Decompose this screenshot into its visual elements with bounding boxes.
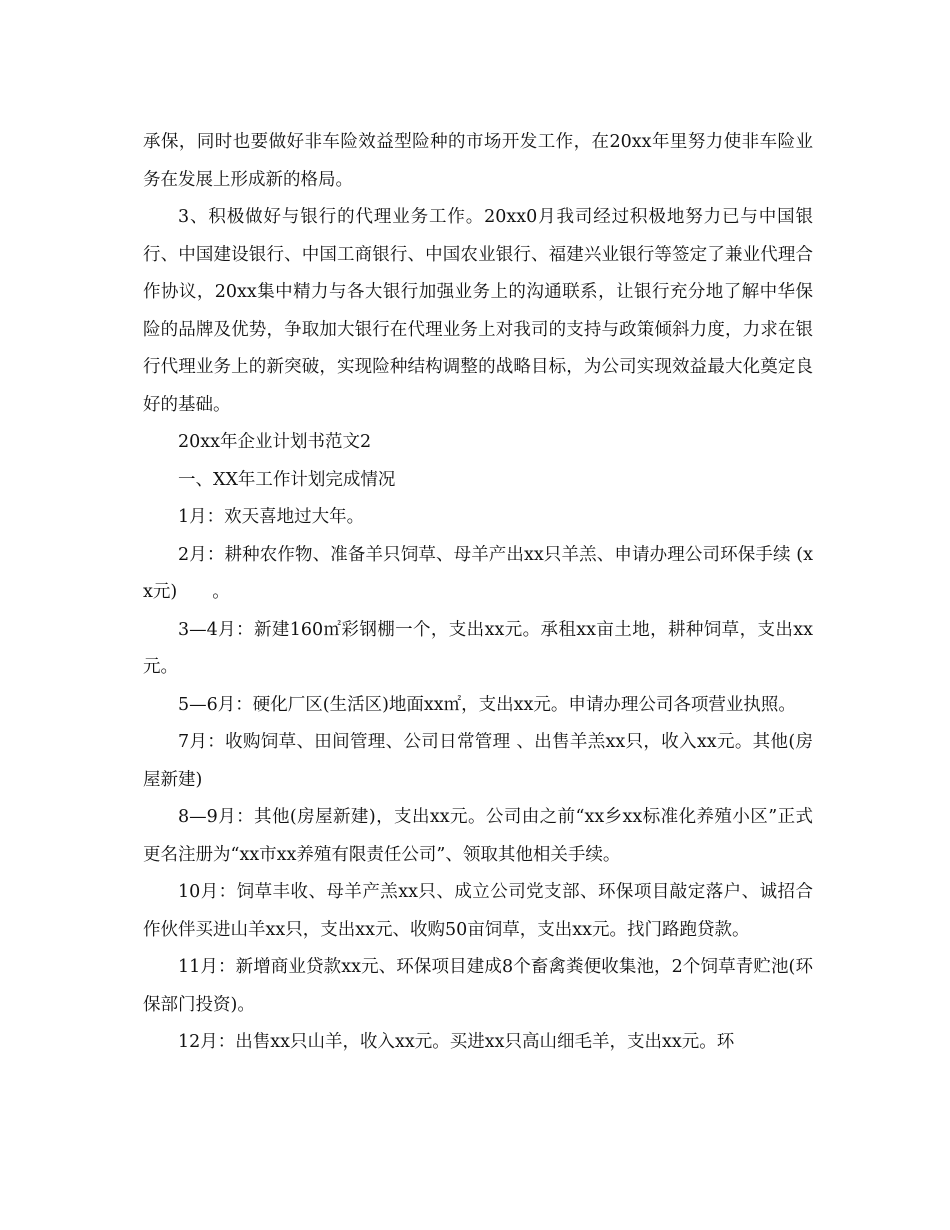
month-entry-11: 11月：新增商业贷款xx元、环保项目建成8个畜禽粪便收集池，2个饲草青贮池(环保部门投资)。 bbox=[143, 957, 813, 1015]
paragraph-1: 承保，同时也要做好非车险效益型险种的市场开发工作，在20xx年里努力使非车险业务在发展上形成新的格局。 bbox=[143, 132, 813, 190]
month-entry-7: 7月：收购饲草、田间管理、公司日常管理 、出售羊羔xx只，收入xx元。其他(房屋新建) bbox=[143, 732, 813, 790]
section-title: 20xx年企业计划书范文2 bbox=[178, 432, 372, 452]
month-entry-2: 2月：耕种农作物、准备羊只饲草、母羊产出xx只羊羔、申请办理公司环保手续 (xx元) 。 bbox=[143, 544, 813, 602]
paragraph-2: 3、积极做好与银行的代理业务工作。20xx0月我司经过积极地努力已与中国银行、中国建设银行、中国工商银行、中国农业银行、福建兴业银行等签定了兼业代理合作协议，20xx集中精力与各大银行加强业务上的沟通联系，让银行充分地了解中华保险的品牌及优势，争取加大银行在代理业务上对我司的支持与政策倾斜力度，力求在银行代理业务上的新突破，实现险种结构调整的战略目标，为公司实现效益最大化奠定良好的基础。 bbox=[143, 207, 813, 415]
section-heading: 一、XX年工作计划完成情况 bbox=[178, 469, 396, 490]
month-entry-8-9: 8—9月：其他(房屋新建)，支出xx元。公司由之前“xx乡xx标准化养殖小区”正式更名注册为“xx市xx养殖有限责任公司”、领取其他相关手续。 bbox=[143, 807, 813, 865]
month-entry-1: 1月：欢天喜地过大年。 bbox=[178, 507, 365, 527]
document-body bbox=[143, 124, 813, 1062]
month-entry-3-4: 3—4月：新建160㎡彩钢棚一个，支出xx元。承租xx亩土地，耕种饲草，支出xx元。 bbox=[143, 619, 813, 677]
month-entry-10: 10月：饲草丰收、母羊产羔xx只、成立公司党支部、环保项目敲定落户、诚招合作伙伴买进山羊xx只，支出xx元、收购50亩饲草，支出xx元。找门路跑贷款。 bbox=[143, 882, 813, 940]
month-entry-12: 12月：出售xx只山羊，收入xx元。买进xx只高山细毛羊，支出xx元。环 bbox=[178, 1032, 735, 1052]
month-entry-5-6: 5—6月：硬化厂区(生活区)地面xx㎡，支出xx元。申请办理公司各项营业执照。 bbox=[178, 694, 796, 715]
